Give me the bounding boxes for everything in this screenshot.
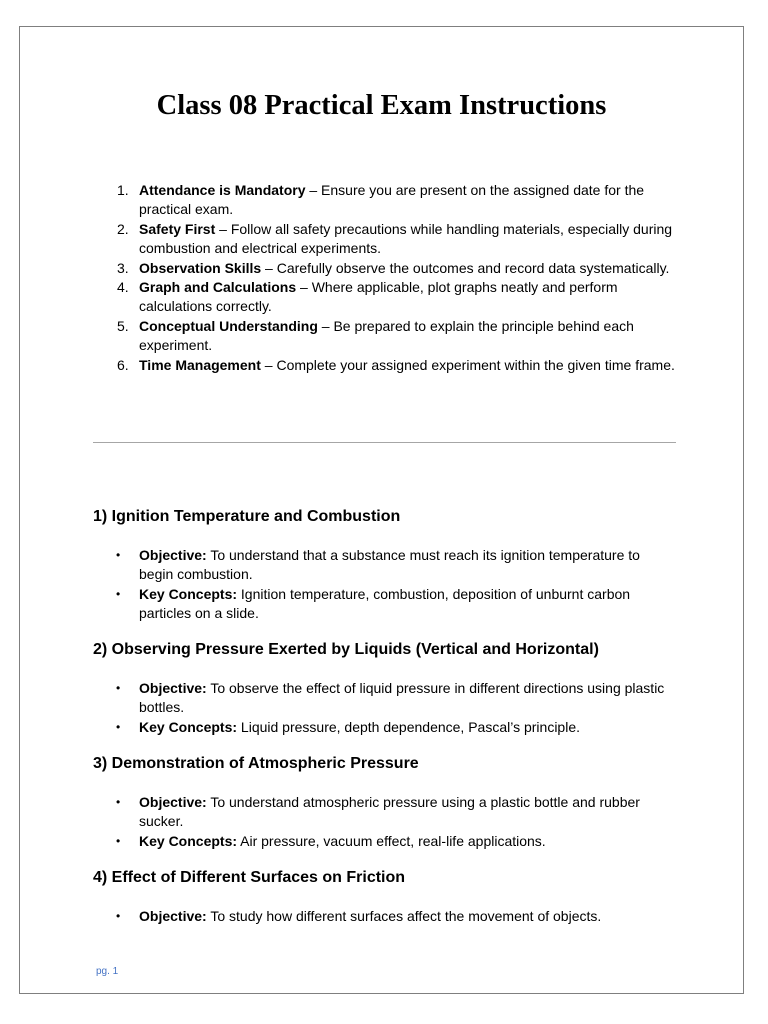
instruction-title: Time Management: [139, 356, 261, 373]
instruction-title: Graph and Calculations: [139, 279, 297, 296]
page-title: Class 08 Practical Exam Instructions: [156, 90, 607, 121]
instruction-title: Safety First: [139, 220, 216, 237]
bullet-label: Key Concepts:: [139, 718, 238, 735]
instruction-item: [95, 259, 680, 278]
bullet-text: To observe the effect of liquid pressure in different directions using plastic bottles.: [139, 680, 665, 716]
instruction-item: [95, 278, 680, 317]
bullet-icon: •: [116, 548, 121, 562]
bullet-item: [93, 832, 678, 851]
list-number: 5.: [117, 317, 129, 334]
bullet-item: [93, 907, 678, 926]
bullet-text: To study how different surfaces affect the movement of objects.: [206, 908, 602, 924]
bullet-text: To understand atmospheric pressure using a plastic bottle and rubber sucker.: [139, 794, 640, 830]
instruction-item: [95, 220, 680, 259]
section-heading: 1) Ignition Temperature and Combustion: [93, 508, 401, 525]
instruction-title: Attendance is Mandatory: [139, 182, 306, 198]
bullet-label: Objective:: [139, 680, 207, 696]
bullet-text: To understand that a substance must reach its ignition temperature to begin combustion.: [139, 547, 640, 583]
bullet-text: Liquid pressure, depth dependence, Pascal’s principle.: [237, 718, 580, 735]
list-number: 4.: [117, 279, 129, 296]
bullet-label: Key Concepts:: [139, 832, 238, 849]
instruction-item: [95, 356, 680, 375]
instruction-item: [95, 181, 680, 220]
bullet-item: [93, 793, 678, 832]
bullet-label: Key Concepts:: [139, 585, 238, 602]
instructions-list: [95, 181, 680, 375]
list-number: 6.: [117, 356, 129, 373]
bullet-label: Objective:: [139, 908, 207, 924]
bullet-icon: •: [116, 795, 121, 809]
instruction-text: – Ensure you are present on the assigned date for the practical exam.: [139, 182, 645, 218]
section-bullets: [93, 907, 678, 926]
section-bullets: [93, 793, 678, 851]
bullet-icon: •: [116, 833, 121, 848]
bullet-item: [93, 585, 678, 624]
section-heading: 4) Effect of Different Surfaces on Friction: [93, 869, 406, 886]
bullet-text: Ignition temperature, combustion, deposition of unburnt carbon particles on a slide.: [139, 585, 631, 622]
bullet-item: [93, 718, 678, 737]
list-number: 1.: [117, 182, 129, 198]
instruction-title: Observation Skills: [139, 259, 262, 276]
document-page: [19, 26, 744, 994]
section-bullets: [93, 546, 678, 624]
instruction-text: – Carefully observe the outcomes and record data systematically.: [261, 259, 670, 276]
bullet-icon: •: [116, 909, 121, 923]
bullet-label: Objective:: [139, 794, 207, 810]
instruction-title: Conceptual Understanding: [139, 317, 318, 334]
bullet-item: [93, 679, 678, 718]
list-number: 3.: [117, 259, 129, 276]
list-number: 2.: [117, 220, 129, 237]
instruction-text: – Follow all safety precautions while handling materials, especially during combustion and electrical experiments.: [139, 220, 673, 257]
bullet-icon: •: [116, 586, 121, 601]
bullet-label: Objective:: [139, 547, 207, 563]
instruction-text: – Complete your assigned experiment within the given time frame.: [260, 356, 675, 373]
instruction-text: – Be prepared to explain the principle behind each experiment.: [139, 317, 634, 354]
bullet-icon: •: [116, 719, 121, 734]
bullet-item: [93, 546, 678, 585]
section-heading: 3) Demonstration of Atmospheric Pressure: [93, 755, 419, 772]
instruction-text: – Where applicable, plot graphs neatly and perform calculations correctly.: [139, 279, 618, 315]
section-bullets: [93, 679, 678, 737]
bullet-text: Air pressure, vacuum effect, real-life applications.: [237, 832, 546, 849]
horizontal-divider: [93, 442, 676, 443]
page-number: pg. 1: [96, 966, 119, 977]
instruction-item: [95, 317, 680, 356]
bullet-icon: •: [116, 681, 121, 695]
section-heading: 2) Observing Pressure Exerted by Liquids (Vertical and Horizontal): [93, 641, 599, 658]
